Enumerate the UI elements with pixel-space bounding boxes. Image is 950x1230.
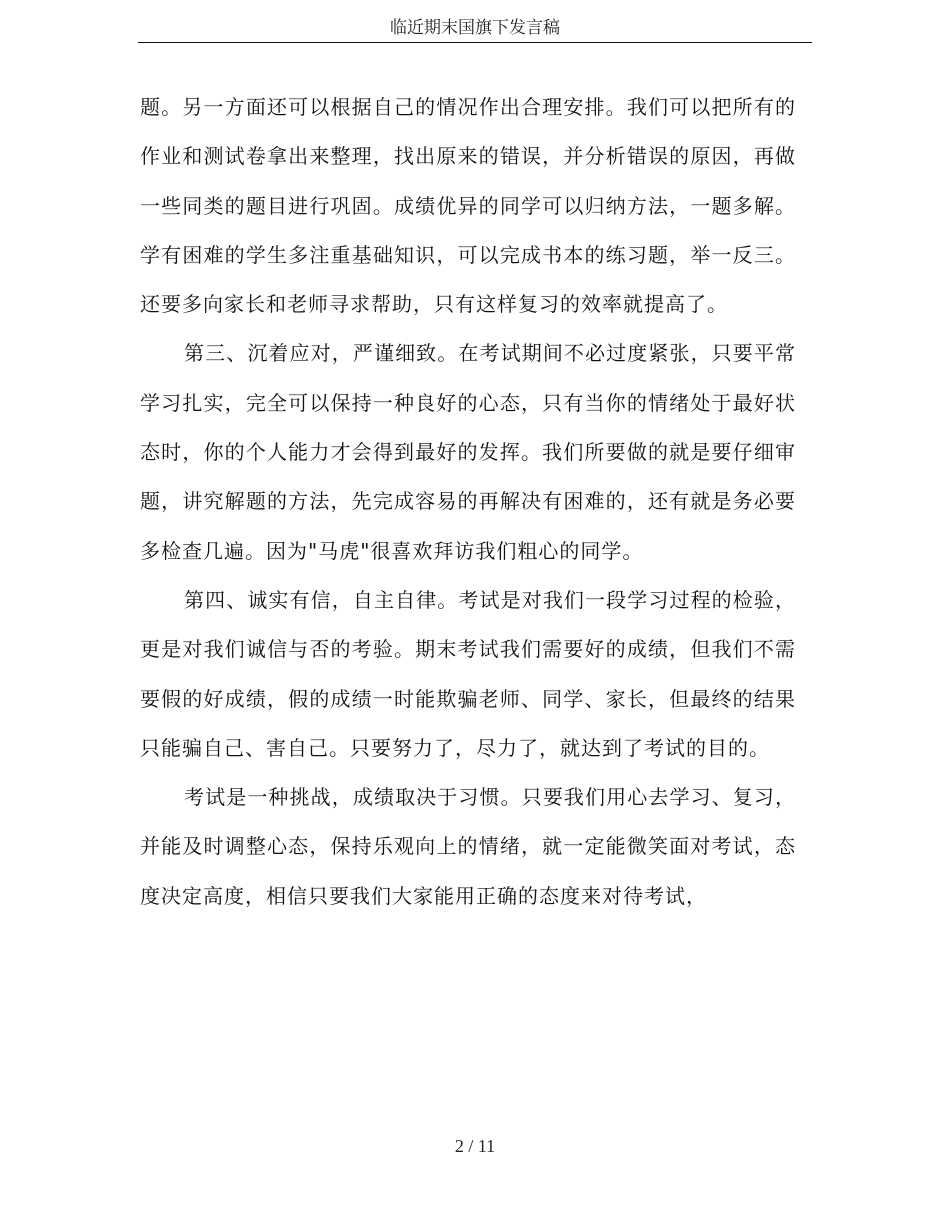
page-number: 2 / 11 [454,1136,496,1156]
paragraph-third-point: 第三、沉着应对，严谨细致。在考试期间不必过度紧张，只要平常学习扎实，完全可以保持一种良好的心态，只有当你的情绪处于最好状态时，你的个人能力才会得到最好的发挥。我们所要做的就是要仔细审题，讲究解题的方法，先完成容易的再解决有困难的，还有就是务必要多检查几遍。因为"马虎"很喜欢拜访我们粗心的同学。 [140,341,796,563]
page-header-title: 临近期末国旗下发言稿 [138,14,812,43]
paragraph-continuation: 题。另一方面还可以根据自己的情况作出合理安排。我们可以把所有的作业和测试卷拿出来整理，找出原来的错误，并分析错误的原因，再做一些同类的题目进行巩固。成绩优异的同学可以归纳方法，一题多解。学有困难的学生多注重基础知识，可以完成书本的练习题，举一反三。还要多向家长和老师寻求帮助，只有这样复习的效率就提高了。 [140,95,796,317]
paragraph-fourth-point: 第四、诚实有信，自主自律。考试是对我们一段学习过程的检验，更是对我们诚信与否的考验。期末考试我们需要好的成绩，但我们不需要假的好成绩，假的成绩一时能欺骗老师、同学、家长，但最终的结果只能骗自己、害自己。只要努力了，尽力了，就达到了考试的目的。 [140,587,796,760]
body-text [140,83,796,921]
paragraph-conclusion: 考试是一种挑战，成绩取决于习惯。只要我们用心去学习、复习，并能及时调整心态，保持乐观向上的情绪，就一定能微笑面对考试，态度决定高度，相信只要我们大家能用正确的态度来对待考试， [140,785,796,908]
